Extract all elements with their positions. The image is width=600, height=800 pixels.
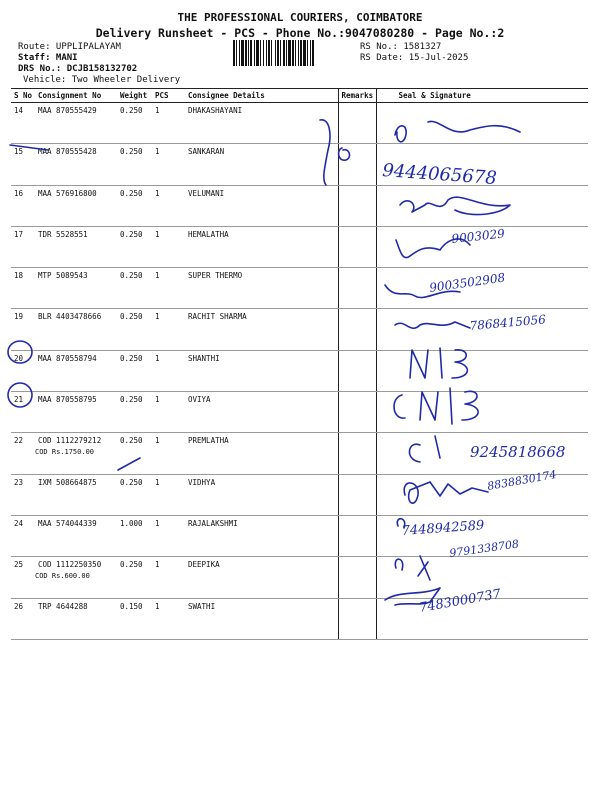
row-consignee-text: DHAKASHAYANI — [188, 106, 243, 115]
cod-amount: COD Rs.600.00 — [35, 572, 90, 581]
handwritten-phone-row-24: 7448942589 — [401, 518, 485, 539]
row-consignment-no — [35, 185, 117, 226]
row-pcs-text: 1 — [155, 560, 160, 570]
row-sno-text: 26 — [14, 601, 24, 611]
row-consignment-no-text: BLR 4403478666 — [38, 312, 102, 322]
row-consignee-text: HEMALATHA — [188, 229, 229, 239]
row-consignment-no-text: COD 1112250350 — [38, 560, 102, 570]
row-weight-text: 0.250 — [120, 188, 143, 198]
row-pcs — [152, 309, 185, 350]
col-remarks-header: Remarks — [338, 89, 376, 103]
row-consignee-text: SWATHI — [188, 601, 216, 611]
row-pcs-text: 1 — [155, 436, 160, 446]
row-weight — [117, 557, 152, 598]
row-remarks — [338, 557, 376, 598]
row-weight-text: 0.250 — [120, 147, 143, 157]
row-consignee — [185, 392, 338, 433]
row-consignment-no — [35, 515, 117, 556]
row-pcs-text: 1 — [155, 601, 160, 611]
col-weight-header: Weight — [117, 89, 152, 103]
row-consignment-no-text: MAA 870558794 — [38, 353, 97, 363]
row-pcs — [152, 226, 185, 267]
table-row — [11, 557, 588, 598]
row-sno-text: 15 — [14, 147, 24, 157]
row-consignment-no — [35, 309, 117, 350]
row-remarks — [338, 185, 376, 226]
row-consignee — [185, 557, 338, 598]
row-remarks — [338, 226, 376, 267]
row-consignment-no-text: MAA 576916800 — [38, 188, 97, 198]
row-weight — [117, 515, 152, 556]
handwritten-phone-row-23: 8838830174 — [486, 467, 558, 493]
row-sno — [11, 350, 35, 391]
row-consignee — [185, 103, 338, 144]
row-weight — [117, 144, 152, 185]
row-remarks — [338, 309, 376, 350]
row-signature — [376, 103, 588, 144]
rs-number: RS No.: 1581327 — [360, 42, 442, 52]
row-weight-text: 0.250 — [120, 312, 143, 322]
row-weight-text: 0.250 — [120, 436, 143, 446]
row-sno-text: 21 — [14, 395, 24, 405]
barcode-image — [232, 40, 352, 66]
row-consignment-no — [35, 144, 117, 185]
row-sno — [11, 268, 35, 309]
row-consignee — [185, 350, 338, 391]
row-weight-text: 1.000 — [120, 518, 143, 528]
row-pcs — [152, 350, 185, 391]
row-sno-text: 20 — [14, 353, 24, 363]
row-consignee-text: VELUMANI — [188, 188, 225, 198]
staff-label: Staff: MANI — [18, 53, 78, 63]
table-row — [11, 350, 588, 391]
row-sno — [11, 392, 35, 433]
row-consignee — [185, 268, 338, 309]
row-pcs-text: 1 — [155, 312, 160, 322]
row-pcs — [152, 268, 185, 309]
row-pcs — [152, 598, 185, 639]
row-consignee — [185, 433, 338, 474]
row-signature — [376, 185, 588, 226]
row-signature — [376, 433, 588, 474]
row-consignment-no — [35, 474, 117, 515]
row-consignee-text: VIDHYA — [188, 477, 216, 487]
row-pcs — [152, 103, 185, 144]
runsheet-subtitle: Delivery Runsheet - PCS - Phone No.:9047080280 - Page No.:2 — [95, 26, 505, 40]
row-consignee-text: SUPER THERMO — [188, 271, 243, 281]
row-consignment-no-text: MAA 870555429 — [38, 106, 97, 115]
row-remarks — [338, 598, 376, 639]
row-weight — [117, 309, 152, 350]
row-pcs-text: 1 — [155, 147, 160, 157]
row-consignment-no — [35, 103, 117, 144]
row-consignment-no-text: COD 1112279212 — [38, 436, 102, 446]
row-sno-text: 17 — [14, 229, 24, 239]
row-sno — [11, 433, 35, 474]
row-consignment-no-text: IXM 508664875 — [38, 477, 97, 487]
row-sno-text: 16 — [14, 188, 24, 198]
row-pcs-text: 1 — [155, 106, 160, 115]
row-signature — [376, 515, 588, 556]
col-consignee-header: Consignee Details — [185, 89, 338, 103]
row-weight — [117, 226, 152, 267]
table-header-row — [11, 89, 588, 103]
row-weight — [117, 433, 152, 474]
handwritten-phone-row-19: 7868415056 — [469, 312, 547, 333]
row-consignment-no — [35, 350, 117, 391]
rs-date: RS Date: 15-Jul-2025 — [360, 53, 469, 63]
row-weight — [117, 474, 152, 515]
table-row — [11, 392, 588, 433]
row-consignment-no-text: MAA 574044339 — [38, 518, 97, 528]
row-weight-text: 0.250 — [120, 353, 143, 363]
row-pcs-text: 1 — [155, 395, 160, 405]
handwritten-phone-row-17: 9003029 — [450, 226, 506, 246]
row-weight-text: 0.250 — [120, 477, 143, 487]
col-sno-header: S No — [11, 89, 35, 103]
table-row — [11, 598, 588, 639]
row-remarks — [338, 144, 376, 185]
row-remarks — [338, 268, 376, 309]
table-row — [11, 226, 588, 267]
handwritten-phone-row-25: 9791338708 — [448, 537, 520, 560]
row-pcs — [152, 557, 185, 598]
row-consignment-no-text: MAA 870555428 — [38, 147, 97, 157]
row-consignee-text: DEEPIKA — [188, 560, 220, 570]
row-consignment-no — [35, 392, 117, 433]
row-signature — [376, 144, 588, 185]
row-pcs — [152, 474, 185, 515]
row-pcs — [152, 433, 185, 474]
row-signature — [376, 268, 588, 309]
row-remarks — [338, 433, 376, 474]
row-pcs — [152, 144, 185, 185]
row-signature — [376, 392, 588, 433]
row-sno-text: 25 — [14, 560, 24, 570]
row-pcs-text: 1 — [155, 229, 160, 239]
table-row — [11, 185, 588, 226]
handwritten-phone-row-18: 9003502908 — [428, 270, 507, 295]
row-consignee — [185, 598, 338, 639]
row-pcs-text: 1 — [155, 353, 160, 363]
handwritten-phone-row-15: 9444065678 — [381, 160, 498, 189]
row-consignee — [185, 474, 338, 515]
row-consignment-no-text: MTP 5089543 — [38, 271, 88, 281]
row-consignment-no-text: TRP 4644288 — [38, 601, 88, 611]
row-sno — [11, 515, 35, 556]
row-consignee-text: RAJALAKSHMI — [188, 518, 238, 528]
row-weight-text: 0.250 — [120, 395, 143, 405]
table-row — [11, 103, 588, 144]
row-sno-text: 24 — [14, 518, 24, 528]
row-weight — [117, 268, 152, 309]
handwritten-phone-row-26: 7483000737 — [418, 586, 503, 616]
handwritten-phone-row-22: 9245818668 — [470, 443, 566, 461]
row-weight — [117, 185, 152, 226]
row-sno — [11, 598, 35, 639]
col-consignment-header: Consignment No — [35, 89, 117, 103]
row-signature — [376, 598, 588, 639]
route-label: Route: UPPLIPALAYAM — [18, 42, 121, 52]
row-consignee — [185, 515, 338, 556]
row-weight — [117, 103, 152, 144]
row-consignment-no — [35, 557, 117, 598]
row-consignee — [185, 309, 338, 350]
table-row — [11, 433, 588, 474]
row-remarks — [338, 515, 376, 556]
row-consignee-text: SANKARAN — [188, 147, 225, 157]
row-consignment-no — [35, 433, 117, 474]
row-remarks — [338, 392, 376, 433]
table-row — [11, 515, 588, 556]
row-sno-text: 14 — [14, 106, 24, 115]
row-signature — [376, 226, 588, 267]
col-signature-header: Seal & Signature — [376, 89, 588, 103]
row-consignment-no — [35, 226, 117, 267]
row-signature — [376, 350, 588, 391]
row-sno-text: 18 — [14, 271, 24, 281]
row-weight-text: 0.250 — [120, 229, 143, 239]
cod-amount: COD Rs.1750.00 — [35, 448, 95, 457]
row-consignee — [185, 144, 338, 185]
row-sno — [11, 309, 35, 350]
row-sno-text: 23 — [14, 477, 24, 487]
table-row — [11, 309, 588, 350]
runsheet-table — [11, 88, 588, 640]
row-consignment-no — [35, 598, 117, 639]
table-row — [11, 268, 588, 309]
table-row — [11, 144, 588, 185]
row-consignee-text: OVIYA — [188, 395, 211, 405]
row-remarks — [338, 350, 376, 391]
row-weight — [117, 392, 152, 433]
vehicle-label: Vehicle: Two Wheeler Delivery — [23, 75, 181, 85]
row-sno — [11, 144, 35, 185]
row-sno — [11, 185, 35, 226]
row-weight-text: 0.250 — [120, 106, 143, 115]
drs-number: DRS No.: DCJB158132702 — [18, 64, 138, 74]
row-sno-text: 19 — [14, 312, 24, 322]
row-sno — [11, 226, 35, 267]
row-weight — [117, 598, 152, 639]
row-consignee-text: RACHIT SHARMA — [188, 312, 247, 322]
row-sno — [11, 557, 35, 598]
table-row — [11, 474, 588, 515]
row-weight-text: 0.250 — [120, 271, 143, 281]
row-remarks — [338, 474, 376, 515]
row-consignee-text: SHANTHI — [188, 353, 220, 363]
row-sno — [11, 103, 35, 144]
row-weight-text: 0.150 — [120, 601, 143, 611]
row-pcs — [152, 185, 185, 226]
row-signature — [376, 557, 588, 598]
row-remarks — [338, 103, 376, 144]
row-pcs-text: 1 — [155, 518, 160, 528]
row-consignment-no — [35, 268, 117, 309]
row-consignee — [185, 185, 338, 226]
row-pcs — [152, 515, 185, 556]
row-pcs — [152, 392, 185, 433]
row-signature — [376, 474, 588, 515]
row-consignment-no-text: TDR 5528551 — [38, 229, 88, 239]
row-weight — [117, 350, 152, 391]
row-consignment-no-text: MAA 870558795 — [38, 395, 97, 405]
row-pcs-text: 1 — [155, 188, 160, 198]
company-title: THE PROFESSIONAL COURIERS, COIMBATORE — [177, 11, 423, 24]
row-consignee-text: PREMLATHA — [188, 436, 229, 446]
col-pcs-header: PCS — [152, 89, 185, 103]
row-weight-text: 0.250 — [120, 560, 143, 570]
row-pcs-text: 1 — [155, 477, 160, 487]
row-sno — [11, 474, 35, 515]
row-signature — [376, 309, 588, 350]
row-consignee — [185, 226, 338, 267]
row-pcs-text: 1 — [155, 271, 160, 281]
row-sno-text: 22 — [14, 436, 24, 446]
